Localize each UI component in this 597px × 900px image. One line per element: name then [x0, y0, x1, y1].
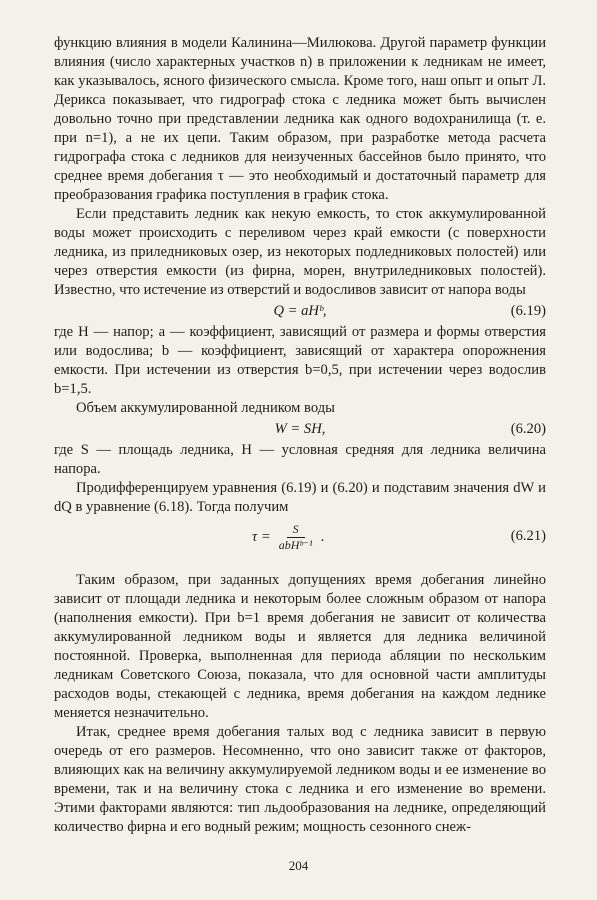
page-body	[54, 34, 546, 837]
paragraph-3: где H — напор; a — коэффициент, зависящий от размера и формы отверстия или водослива; b — коэффициент, зависящий от характера опорожнения емкости. При истечении из отверстия b=0,5, при истечении через водослив b=1,5.	[54, 324, 546, 397]
paragraph-2: Если представить ледник как некую емкость, то сток аккумулированной воды может происходить с переливом через край емкости (с поверхности ледника, из приледниковых озер, из некоторых подледниковых полостей) или через отверстия емкости (из фирна, морен, внутриледниковых полостей). Известно, что истечение из отверстий и водосливов зависит от напора воды	[54, 206, 546, 298]
equation-6-21-formula	[252, 517, 324, 557]
equation-6-19	[54, 300, 546, 323]
spacer	[54, 557, 546, 571]
equation-6-21	[54, 517, 546, 557]
equation-6-21-numerator: S	[287, 522, 305, 538]
paragraph-5: где S — площадь ледника, H — условная средняя для ледника величина напора.	[54, 442, 546, 477]
equation-6-20	[54, 418, 546, 441]
paragraph-6: Продифференцируем уравнения (6.19) и (6.20) и подставим значения dW и dQ в уравнение (6.18). Тогда получим	[54, 480, 546, 515]
equation-6-21-fraction	[275, 522, 317, 553]
equation-6-21-lhs: τ =	[252, 528, 271, 545]
paragraph-7: Таким образом, при заданных допущениях время добегания линейно зависит от площади ледника и некоторым более сложным образом от напора (наполнения емкости). При b=1 время добегания не зависит от количества аккумулированной ледником воды и является для ледника величиной постоянной. Проверка, выполненная для периода абляции по нескольким ледникам Советского Союза, показала, что для основной части амплитуды расходов воды, стекающей с ледника, время добегания на каждом леднике меняется незначительно.	[54, 572, 546, 721]
equation-6-19-formula: Q = aHᵇ,	[273, 303, 327, 319]
equation-6-20-number: (6.20)	[510, 421, 546, 437]
page-number: 204	[288, 858, 309, 873]
equation-6-21-denominator: abHᵇ⁻¹	[278, 537, 313, 552]
equation-6-20-formula: W = SH,	[274, 421, 326, 437]
paragraph-8: Итак, среднее время добегания талых вод с ледника зависит в первую очередь от его размеров. Несомненно, что оно зависит также от факторов, влияющих как на величину аккумулируемой ледником воды и ее изменение во времени, так и на величину стока с ледника и его изменение во времени. Этими факторами являются: тип льдообразования на леднике, определяющий количество фирна и его водный режим; мощность сезонного снеж-	[54, 724, 546, 835]
paragraph-1: функцию влияния в модели Калинина—Милюкова. Другой параметр функции влияния (число характерных участков n) в приложении к ледникам не имеет, как указывалось, ясного физического смысла. Кроме того, наш опыт и опыт Л. Дерикса показывает, что гидрограф стока с ледника может быть вычислен довольно точно при представлении ледника как одного водохранилища (т. е. при n=1), а не их цепи. Таким образом, при разработке метода расчета гидрографа стока с ледников для неизученных бассейнов было принято, что среднее время добегания τ — это необходимый и достаточный параметр для преобразования графика поступления в график стока.	[54, 35, 546, 203]
equation-6-21-number: (6.21)	[510, 528, 546, 544]
paragraph-4: Объем аккумулированной ледником воды	[76, 400, 335, 416]
equation-6-21-tail: .	[320, 528, 325, 545]
equation-6-19-number: (6.19)	[510, 303, 546, 319]
